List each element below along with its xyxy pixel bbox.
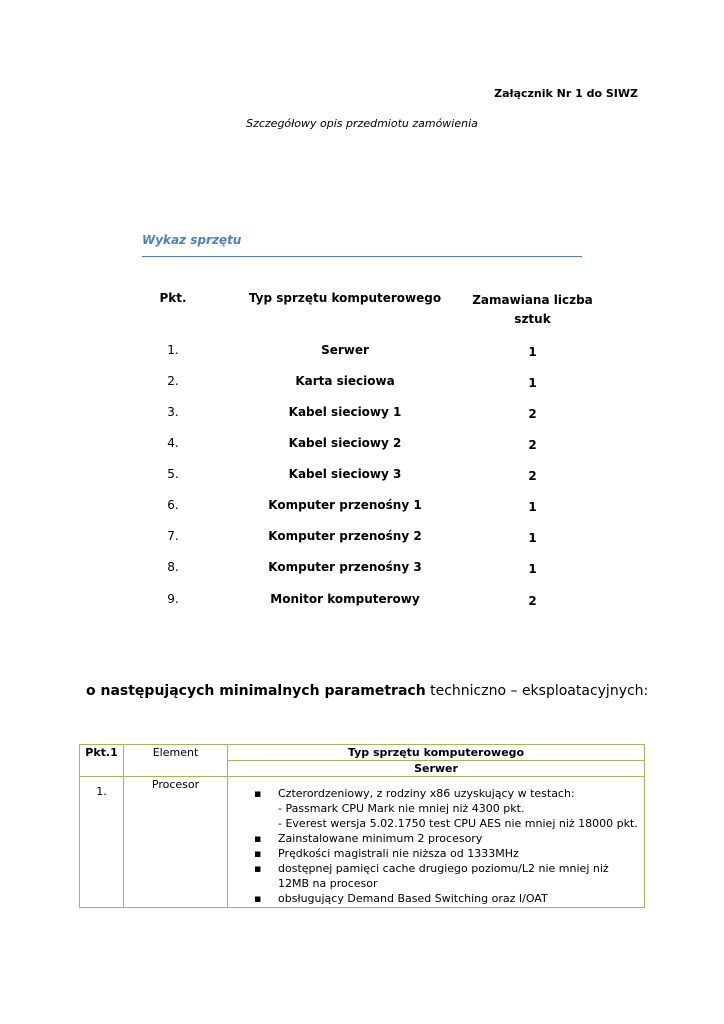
item-type: Monitor komputerowy — [270, 592, 420, 606]
item-quantity: 1 — [528, 345, 537, 359]
requirement-text: Czterordzeniowy, z rodziny x86 uzyskujący w testach: — [278, 787, 575, 800]
item-type: Kabel sieciowy 2 — [288, 436, 402, 450]
item-number: 2. — [167, 374, 179, 388]
spec-header-element: Element — [124, 745, 228, 777]
list-item — [278, 861, 640, 891]
item-type: Karta sieciowa — [295, 374, 395, 388]
item-number: 4. — [167, 436, 179, 450]
item-number: 5. — [167, 467, 179, 481]
table-row — [80, 777, 645, 908]
list-item — [130, 405, 610, 423]
item-quantity: 1 — [528, 376, 537, 390]
requirement-text: dostępnej pamięci cache drugiego poziomu/L2 nie mniej niż 12MB na procesor — [278, 862, 609, 890]
list-item — [130, 343, 610, 361]
item-number: 3. — [167, 405, 179, 419]
item-quantity: 2 — [528, 407, 537, 421]
spec-header-row — [80, 745, 645, 761]
requirement-text: Prędkości magistrali nie niższa od 1333MHz — [278, 847, 519, 860]
item-type: Kabel sieciowy 3 — [288, 467, 402, 481]
list-item — [278, 846, 640, 861]
spec-row-element: Procesor — [124, 777, 228, 908]
list-item — [130, 498, 610, 516]
list-item — [130, 374, 610, 392]
item-number: 8. — [167, 560, 179, 574]
requirements-list — [232, 786, 640, 906]
spec-header-type: Typ sprzętu komputerowego — [228, 745, 645, 761]
section-divider — [142, 256, 582, 257]
item-quantity: 1 — [528, 562, 537, 576]
document-subtitle: Szczegółowy opis przedmiotu zamówienia — [246, 117, 478, 130]
parameters-normal-text: techniczno – eksploatacyjnych: — [425, 683, 649, 699]
requirement-subtext: - Everest wersja 5.02.1750 test CPU AES nie mniej niż 18000 pkt. — [278, 817, 638, 830]
item-type: Komputer przenośny 3 — [268, 560, 422, 574]
list-item — [130, 436, 610, 454]
item-quantity: 1 — [528, 500, 537, 514]
item-quantity: 2 — [528, 594, 537, 608]
item-type: Komputer przenośny 1 — [268, 498, 422, 512]
attachment-label: Załącznik Nr 1 do SIWZ — [494, 87, 638, 100]
item-type: Serwer — [321, 343, 369, 357]
list-item — [130, 560, 610, 578]
item-type: Komputer przenośny 2 — [268, 529, 422, 543]
spec-header-pkt: Pkt.1 — [80, 745, 124, 777]
list-item — [130, 592, 610, 610]
item-type: Kabel sieciowy 1 — [288, 405, 402, 419]
spec-device-name: Serwer — [228, 761, 645, 777]
item-quantity: 1 — [528, 531, 537, 545]
item-number: 1. — [167, 343, 179, 357]
requirement-subtext: - Passmark CPU Mark nie mniej niż 4300 pkt. — [278, 802, 525, 815]
list-item — [278, 831, 640, 846]
list-item — [130, 529, 610, 547]
parameters-sentence — [86, 683, 648, 699]
item-quantity: 2 — [528, 438, 537, 452]
item-number: 7. — [167, 529, 179, 543]
spec-row-requirements — [228, 777, 645, 908]
list-item — [278, 891, 640, 906]
header-pkt: Pkt. — [159, 291, 187, 305]
header-type: Typ sprzętu komputerowego — [248, 291, 442, 305]
item-number: 6. — [167, 498, 179, 512]
header-quantity: Zamawiana liczba sztuk — [472, 293, 593, 326]
parameters-bold-text: o następujących minimalnych parametrach — [86, 683, 426, 699]
spec-table — [79, 744, 645, 908]
requirement-text: Zainstalowane minimum 2 procesory — [278, 832, 483, 845]
list-item — [130, 467, 610, 485]
item-number: 9. — [167, 592, 179, 606]
list-item — [278, 786, 640, 831]
spec-row-number: 1. — [80, 777, 124, 908]
item-quantity: 2 — [528, 469, 537, 483]
requirement-text: obsługujący Demand Based Switching oraz I/OAT — [278, 892, 548, 905]
section-title: Wykaz sprzętu — [142, 233, 242, 247]
